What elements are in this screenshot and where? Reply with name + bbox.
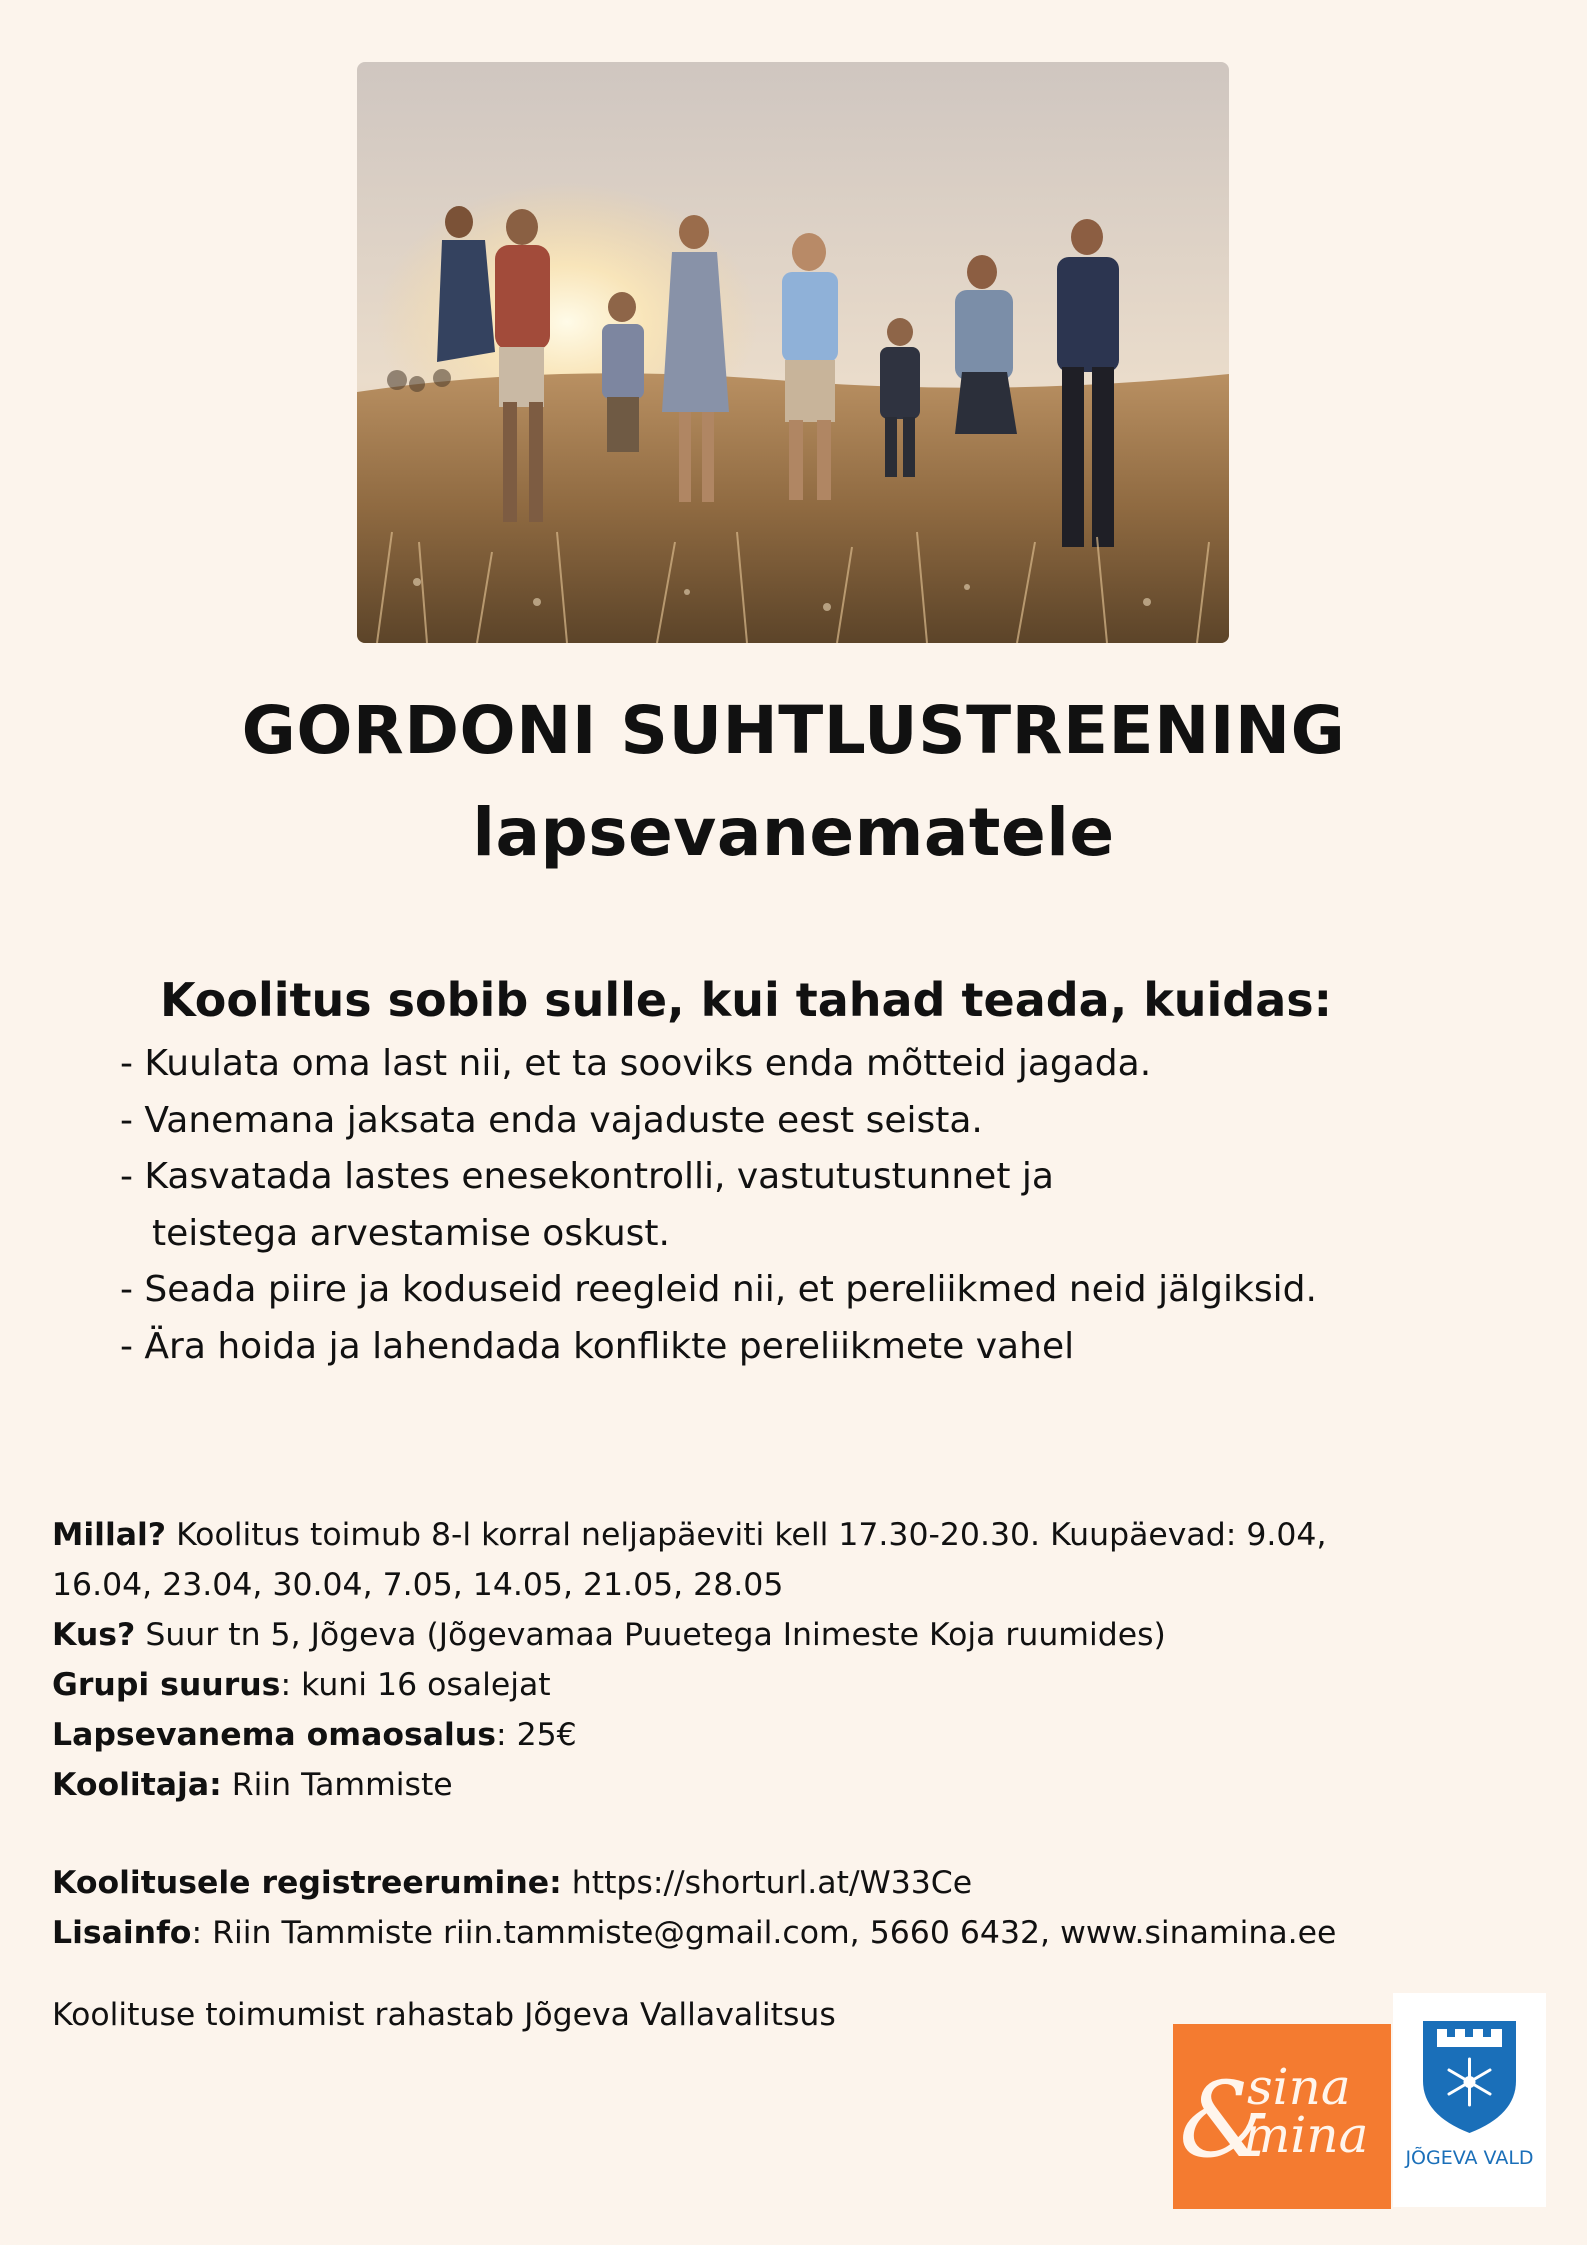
list-item: - Kuulata oma last nii, et ta sooviks enda mõtteid jagada. (120, 1043, 1152, 1084)
jogeva-vald-logo (1393, 1993, 1546, 2207)
register-line (52, 1858, 1542, 1908)
sinamina-logo-mark (1173, 2024, 1391, 2209)
title-line-2: lapsevanematele (472, 794, 1115, 871)
register-label: Koolitusele registreerumine: (52, 1865, 562, 1901)
trainer-text: Riin Tammiste (221, 1767, 453, 1803)
info-text: : Riin Tammiste riin.tammiste@gmail.com, 5660 6432, www.sinamina.ee (191, 1915, 1337, 1951)
where-label: Kus? (52, 1617, 136, 1653)
where-line (52, 1610, 1542, 1660)
when-label: Millal? (52, 1517, 167, 1553)
list-item: - Ära hoida ja lahendada konflikte pereliikmete vahel (120, 1325, 1075, 1367)
when-line (52, 1510, 1542, 1560)
fee-label: Lapsevanema omaosalus (52, 1717, 496, 1753)
page-title (0, 680, 1587, 884)
intro-heading: Koolitus sobib sulle, kui tahad teada, kuidas: (159, 973, 1333, 1027)
group-line (52, 1660, 1542, 1710)
list-item: - Seada piire ja koduseid reegleid nii, et pereliikmed neid jälgiksid. (120, 1269, 1317, 1310)
list-item: - Kasvatada lastes enesekontrolli, vastutustunnet ja (120, 1156, 1054, 1197)
list-item: - Vanemana jaksata enda vajaduste eest seista. (120, 1099, 983, 1141)
jogeva-vald-label: JÕGEVA VALD (1405, 2147, 1534, 2169)
title-line-1: GORDONI SUHTLUSTREENING (241, 692, 1346, 769)
info-label: Lisainfo (52, 1915, 192, 1951)
hero-photo (357, 62, 1229, 643)
info-line (52, 1908, 1542, 1958)
group-text: : kuni 16 osalejat (280, 1667, 551, 1703)
benefits-list (120, 1036, 1317, 1375)
trainer-label: Koolitaja: (52, 1767, 222, 1803)
family-walking-photo-illustration (357, 62, 1229, 643)
trainer-line (52, 1760, 1542, 1810)
svg-text:mina: mina (1243, 2106, 1369, 2164)
fee-text: : 25€ (495, 1717, 577, 1753)
dates-line: 16.04, 23.04, 30.04, 7.05, 14.05, 21.05, 28.05 (52, 1567, 784, 1603)
event-details (52, 1510, 1542, 2040)
when-text: Koolitus toimub 8-l korral neljapäeviti kell 17.30-20.30. Kuupäevad: 9.04, (166, 1517, 1327, 1553)
group-label: Grupi suurus (52, 1667, 281, 1703)
sinamina-logo (1173, 2024, 1391, 2209)
svg-text:sina: sina (1247, 2058, 1351, 2116)
fee-line (52, 1710, 1542, 1760)
register-link[interactable]: https://shorturl.at/W33Ce (561, 1865, 973, 1901)
list-item-continuation: teistega arvestamise oskust. (152, 1212, 670, 1254)
jogeva-coat-of-arms-icon (1393, 1993, 1546, 2143)
funding-line: Koolituse toimumist rahastab Jõgeva Vallavalitsus (52, 1997, 836, 2033)
where-text: Suur tn 5, Jõgeva (Jõgevamaa Puuetega Inimeste Koja ruumides) (135, 1617, 1166, 1653)
svg-text:&: & (1179, 2059, 1272, 2181)
